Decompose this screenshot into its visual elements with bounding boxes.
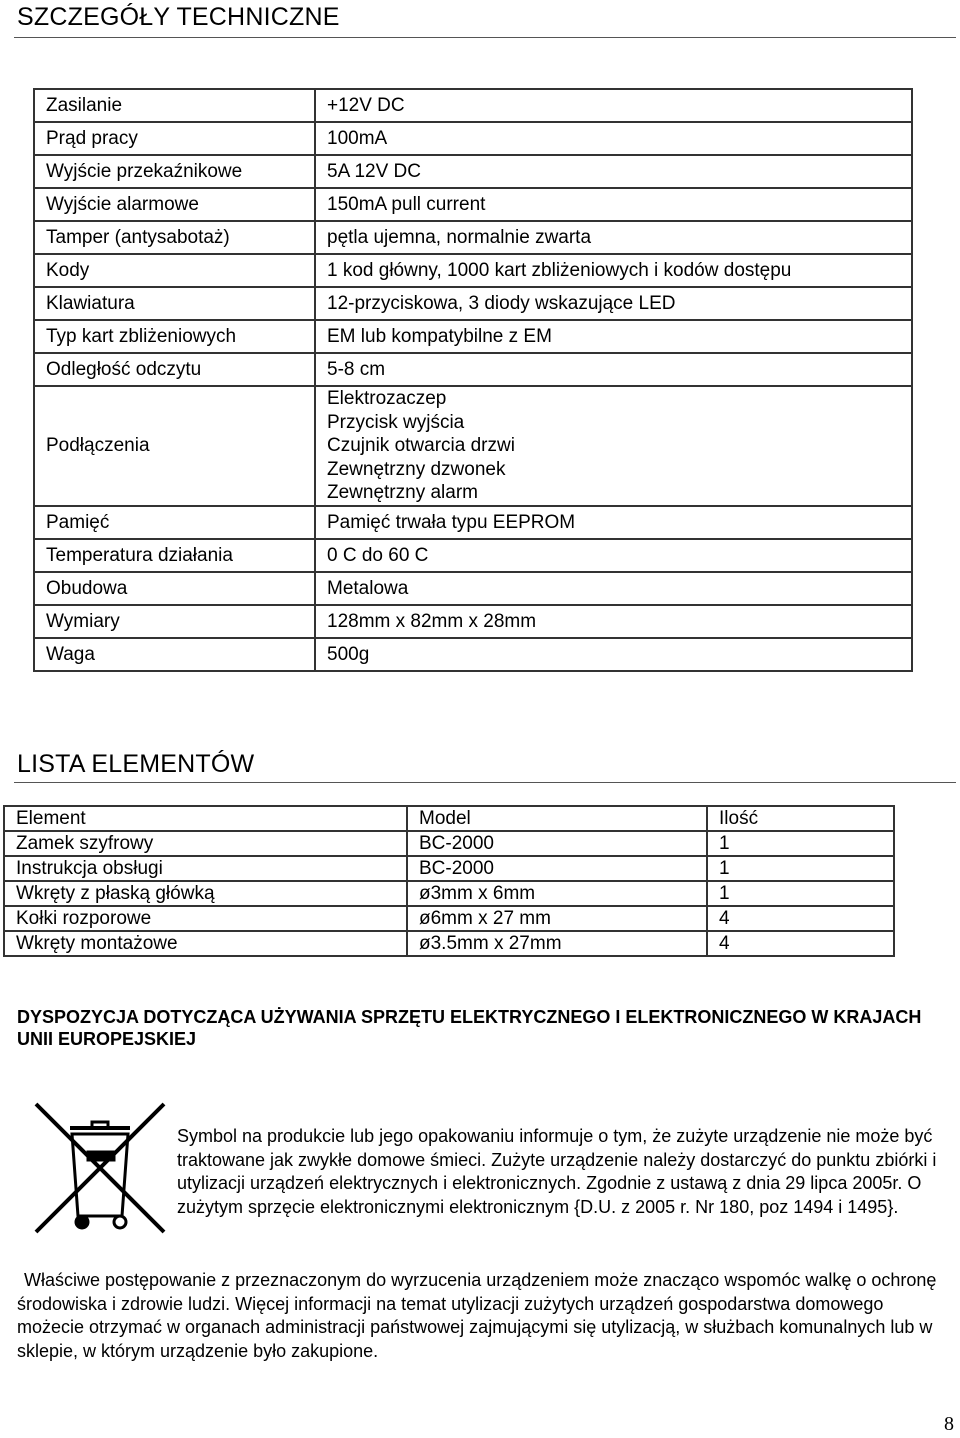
- spec-value: pętla ujemna, normalnie zwarta: [315, 221, 912, 254]
- table-cell: 1: [707, 881, 894, 906]
- spec-value: 100mA: [315, 122, 912, 155]
- table-cell: ø6mm x 27 mm: [407, 906, 707, 931]
- spec-value: +12V DC: [315, 89, 912, 122]
- spec-value: 0 C do 60 C: [315, 539, 912, 572]
- column-header: Model: [407, 806, 707, 831]
- spec-value: Metalowa: [315, 572, 912, 605]
- spec-value: 1 kod główny, 1000 kart zbliżeniowych i kodów dostępu: [315, 254, 912, 287]
- spec-value-line: Zewnętrzny dzwonek: [327, 458, 506, 480]
- spec-label: Wymiary: [34, 605, 315, 638]
- table-cell: 1: [707, 856, 894, 881]
- table-cell: 4: [707, 931, 894, 956]
- spec-row: [34, 572, 912, 605]
- spec-label: Odległość odczytu: [34, 353, 315, 386]
- spec-value: Pamięć trwała typu EEPROM: [315, 506, 912, 539]
- table-row: [4, 906, 894, 931]
- table-cell: ø3.5mm x 27mm: [407, 931, 707, 956]
- spec-value: 128mm x 82mm x 28mm: [315, 605, 912, 638]
- column-header: Ilość: [707, 806, 894, 831]
- spec-row: [34, 353, 912, 386]
- spec-label: Podłączenia: [34, 386, 315, 506]
- tech-specs-table: [33, 88, 913, 672]
- spec-value-line: Przycisk wyjścia: [327, 411, 465, 433]
- spec-label: Typ kart zbliżeniowych: [34, 320, 315, 353]
- spec-label: Obudowa: [34, 572, 315, 605]
- disposal-symbol-text: Symbol na produkcie lub jego opakowaniu informuje o tym, że zużyte urządzenie nie może być traktowane jak zwykłe domowe śmieci. Zużyte urządzenie należy dostarczyć do punktu zbiórki i utylizacji urządzeń elektrycznych i elektronicznych. Zgodnie z ustawą z dnia 29 lipca 2005r. O zużytym sprzęcie elektronicznymi elektronicznym {D.U. z 2005 r. Nr 180, poz 1494 i 1495}.: [177, 1126, 937, 1217]
- spec-row: [34, 539, 912, 572]
- table-cell: 1: [707, 831, 894, 856]
- spec-value-line: Czujnik otwarcia drzwi: [327, 435, 515, 457]
- spec-label: Prąd pracy: [34, 122, 315, 155]
- disposal-heading: DYSPOZYCJA DOTYCZĄCA UŻYWANIA SPRZĘTU ELEKTRYCZNEGO I ELEKTRONICZNEGO W KRAJACH UNII EUROPEJSKIEJ: [17, 1007, 922, 1049]
- spec-label: Wyjście przekaźnikowe: [34, 155, 315, 188]
- spec-label: Temperatura działania: [34, 539, 315, 572]
- spec-label: Waga: [34, 638, 315, 671]
- heading-rule: [14, 37, 956, 38]
- spec-row: [34, 287, 912, 320]
- spec-label: Klawiatura: [34, 287, 315, 320]
- table-row: [4, 881, 894, 906]
- spec-row: [34, 605, 912, 638]
- spec-row: [34, 254, 912, 287]
- table-row: [4, 856, 894, 881]
- crossed-out-wheelie-bin-icon: [30, 1100, 170, 1240]
- table-cell: Wkręty z płaską główką: [4, 881, 407, 906]
- spec-value: 5-8 cm: [315, 353, 912, 386]
- table-row: [4, 831, 894, 856]
- table-cell: Zamek szyfrowy: [4, 831, 407, 856]
- spec-value: 500g: [315, 638, 912, 671]
- table-cell: BC-2000: [407, 831, 707, 856]
- spec-row: [34, 155, 912, 188]
- page-number: 8: [944, 1413, 954, 1435]
- table-cell: ø3mm x 6mm: [407, 881, 707, 906]
- table-cell: Kołki rozporowe: [4, 906, 407, 931]
- spec-value: 150mA pull current: [315, 188, 912, 221]
- spec-value: 5A 12V DC: [315, 155, 912, 188]
- spec-row: [34, 188, 912, 221]
- parts-header-row: [4, 806, 894, 831]
- table-cell: Wkręty montażowe: [4, 931, 407, 956]
- spec-row: [34, 122, 912, 155]
- parts-table: [3, 805, 895, 957]
- tech-specs-heading: SZCZEGÓŁY TECHNICZNE: [17, 3, 340, 31]
- table-cell: BC-2000: [407, 856, 707, 881]
- spec-row: [34, 638, 912, 671]
- spec-label: Wyjście alarmowe: [34, 188, 315, 221]
- parts-list-heading: LISTA ELEMENTÓW: [17, 750, 255, 778]
- spec-value-line: Elektrozaczep: [327, 388, 447, 410]
- spec-label: Zasilanie: [34, 89, 315, 122]
- spec-row: [34, 221, 912, 254]
- table-row: [4, 931, 894, 956]
- spec-value: [315, 386, 912, 506]
- spec-label: Tamper (antysabotaż): [34, 221, 315, 254]
- disposal-paragraph: Właściwe postępowanie z przeznaczonym do wyrzucenia urządzeniem może znacząco wspomóc walkę o ochronę środowiska i zdrowie ludzi. Więcej informacji na temat utylizacji zużytych urządzeń gospodarstwa domowego możecie otrzymać w organach administracji państwowej zajmującymi się utylizacją, w służbach komunalnych lub w sklepie, w którym urządzenie było zakupione.: [17, 1270, 937, 1361]
- table-cell: Instrukcja obsługi: [4, 856, 407, 881]
- heading-rule: [14, 782, 956, 783]
- spec-value-line: Zewnętrzny alarm: [327, 482, 478, 504]
- spec-value: 12-przyciskowa, 3 diody wskazujące LED: [315, 287, 912, 320]
- spec-value: EM lub kompatybilne z EM: [315, 320, 912, 353]
- spec-row: [34, 386, 912, 506]
- table-cell: 4: [707, 906, 894, 931]
- spec-row: [34, 506, 912, 539]
- column-header: Element: [4, 806, 407, 831]
- spec-label: Pamięć: [34, 506, 315, 539]
- spec-row: [34, 89, 912, 122]
- spec-label: Kody: [34, 254, 315, 287]
- spec-row: [34, 320, 912, 353]
